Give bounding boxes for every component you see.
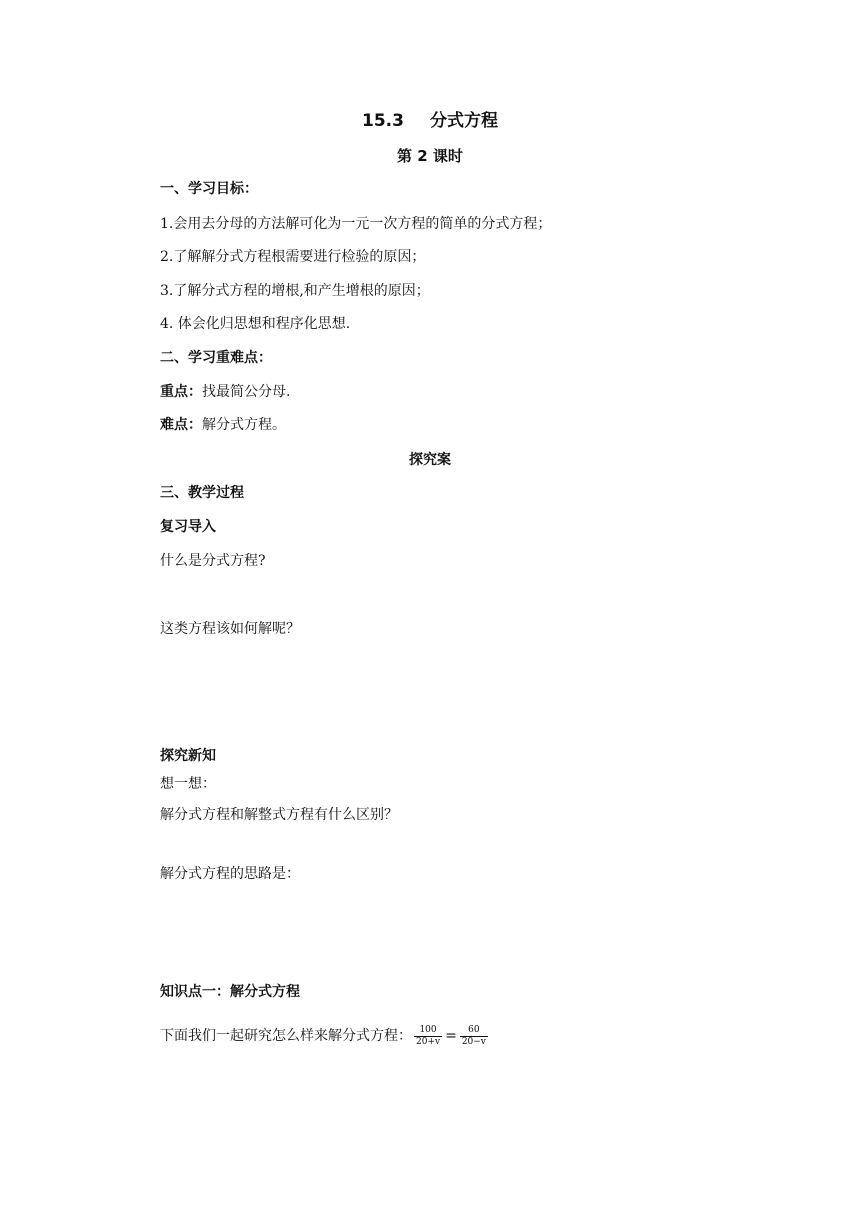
page-title [0, 111, 860, 131]
equation-intro: 下面我们一起研究怎么样来解分式方程： [160, 1028, 412, 1044]
rhs-fraction [460, 1025, 488, 1048]
lhs-numerator: 100 [414, 1025, 442, 1037]
review-heading: 复习导入 [160, 519, 216, 535]
goals-heading: 一、学习目标： [160, 181, 258, 197]
review-question-2: 这类方程该如何解呢？ [160, 621, 300, 637]
goal-item-4: 4. 体会化归思想和程序化思想. [160, 316, 351, 332]
think-question-2: 解分式方程的思路是： [160, 866, 300, 882]
think-question-1: 解分式方程和解整式方程有什么区别？ [160, 807, 398, 823]
lhs-fraction [414, 1025, 442, 1048]
lesson-subtitle: 第 2 课时 [397, 147, 463, 165]
key-points-heading: 二、学习重难点： [160, 350, 272, 366]
difficulty-text: 解分式方程。 [202, 417, 286, 433]
focus-line [160, 382, 290, 402]
difficulty-line [160, 415, 286, 435]
goal-item-3: 3.了解分式方程的增根,和产生增根的原因； [160, 283, 430, 299]
focus-text: 找最简公分母. [202, 384, 291, 400]
section-number: 15.3 [362, 111, 404, 131]
think-label: 想一想： [160, 776, 216, 792]
section-title: 分式方程 [429, 111, 498, 131]
rhs-numerator: 60 [460, 1025, 488, 1037]
equation-line [160, 1022, 490, 1050]
inquiry-heading: 探究案 [409, 452, 451, 468]
process-heading: 三、教学过程 [160, 485, 244, 501]
focus-label: 重点： [160, 384, 202, 400]
goal-item-1: 1.会用去分母的方法解可化为一元一次方程的简单的分式方程； [160, 216, 552, 232]
knowledge-point-heading: 知识点一：解分式方程 [160, 984, 300, 1000]
goal-item-2: 2.了解解分式方程根需要进行检验的原因； [160, 249, 426, 265]
new-knowledge-heading: 探究新知 [160, 748, 216, 764]
review-question-1: 什么是分式方程? [160, 553, 266, 569]
lhs-denominator: 20+v [416, 1036, 441, 1047]
difficulty-label: 难点： [160, 417, 202, 433]
equals-sign: = [445, 1028, 457, 1044]
rhs-denominator: 20−v [461, 1036, 486, 1047]
